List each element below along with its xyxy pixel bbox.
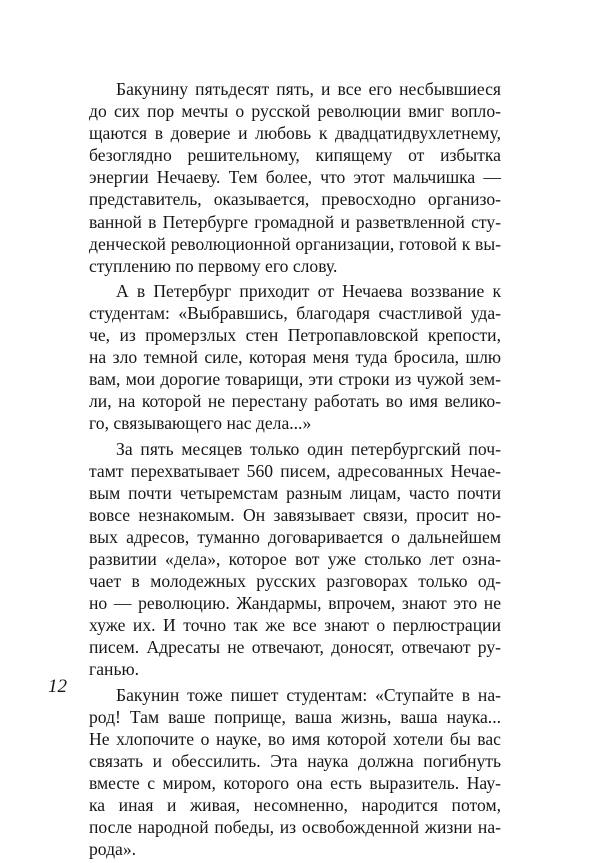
text-line: хуже их. И точно так же все знают о перлюстрации (89, 615, 501, 636)
text-line: Бакунин тоже пишет студентам: «Ступайте в на- (116, 684, 501, 705)
text-line: энергии Нечаеву. Тем более, что этот мальчишка — (89, 167, 501, 188)
text-line: денческой революционной организации, готовой к вы- (89, 233, 501, 254)
text-line: ганью. (89, 659, 140, 680)
text-line: род! Там ваше поприще, ваша жизнь, ваша наука... (89, 706, 501, 727)
text-line: вам, мои дорогие товарищи, эти строки из чужой зем- (89, 369, 501, 390)
paragraph (89, 684, 501, 861)
text-line: го, связывающего нас дела...» (89, 413, 312, 434)
text-line: после народной победы, из освобожденной жизни на- (89, 817, 501, 838)
text-line: на зло темной силе, которая меня туда бросила, шлю (89, 347, 501, 368)
text-line: но — революцию. Жандармы, впрочем, знают это не (89, 593, 501, 614)
text-line: до сих пор мечты о русской революции вмиг вопло- (89, 101, 501, 122)
paragraph (89, 438, 501, 681)
paragraph (89, 78, 501, 277)
text-line: ступлению по первому его слову. (89, 255, 338, 276)
text-line: вых адресов, туманно договаривается о дальнейшем (89, 526, 501, 547)
text-line: че, из промерзлых стен Петропавловской крепости, (89, 325, 501, 346)
text-line: За пять месяцев только один петербургский поч- (116, 438, 501, 459)
text-line: писем. Адресаты не отвечают, доносят, отвечают ру- (89, 637, 501, 658)
text-line: представитель, оказывается, превосходно организо- (89, 189, 501, 210)
text-line: вместе с миром, которого она есть выразитель. Нау- (89, 772, 501, 793)
text-line: Бакунину пятьдесят пять, и все его несбывшиеся (116, 79, 501, 99)
text-line: развитии «дела», которое вот уже столько лет озна- (89, 548, 501, 569)
text-line: А в Петербург приходит от Нечаева воззвание к (116, 280, 501, 301)
text-line: щаются в доверие и любовь к двадцатидвухлетнему, (89, 123, 501, 144)
text-line: связать и обессилить. Эта наука должна погибнуть (89, 750, 501, 771)
text-line: ли, на которой не перестану работать во имя велико- (89, 391, 501, 412)
paragraph (89, 280, 501, 435)
text-line: чает в молодежных русских разговорах только од- (89, 571, 501, 592)
text-line: вовсе незнакомым. Он завязывает связи, просит но- (89, 504, 501, 525)
text-line: рода». (89, 839, 137, 860)
text-line: Не хлопочите о науке, во имя которой хотели бы вас (89, 728, 501, 749)
text-column (89, 78, 501, 863)
text-line: тамт перехватывает 560 писем, адресованных Нечае- (89, 460, 501, 481)
text-line: студентам: «Выбравшись, благодаря счастливой уда- (89, 302, 501, 323)
text-line: ванной в Петербурге громадной и разветвленной сту- (89, 211, 501, 232)
text-line: ка иная и живая, несомненно, народится потом, (89, 795, 501, 815)
page-number: 12 (48, 676, 67, 697)
text-line: вым почти четыремстам разным лицам, часто почти (89, 482, 501, 503)
text-line: безоглядно решительному, кипящему от избытка (89, 145, 501, 166)
